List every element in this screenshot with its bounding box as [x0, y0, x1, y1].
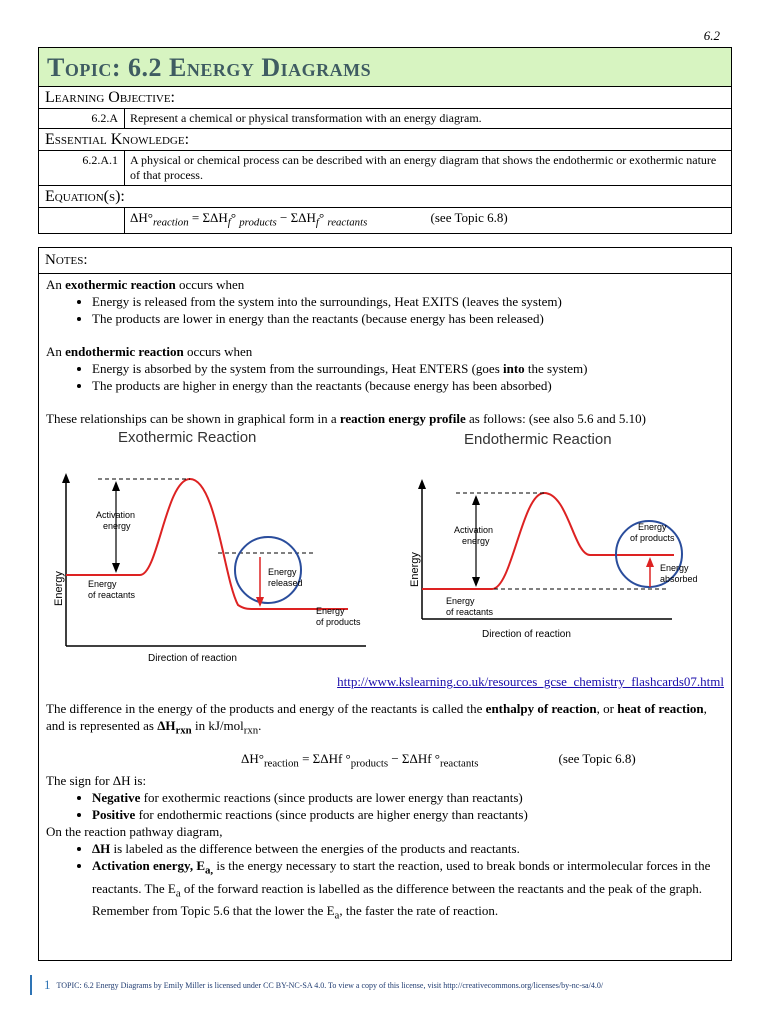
activation-label: energy	[103, 521, 131, 531]
notes-heading: Notes:	[39, 248, 731, 274]
y-axis-label: Energy	[409, 552, 421, 587]
endothermic-diagram	[404, 451, 734, 671]
list-item: • Negative for exothermic reactions (since products are lower energy than reactants)	[92, 789, 724, 806]
see-topic-ref: (see Topic 6.8)	[558, 750, 636, 766]
source-link[interactable]: http://www.kslearning.co.uk/resources_gcse_chemistry_flashcards07.html	[337, 674, 724, 689]
essential-knowledge-heading: Essential Knowledge:	[39, 129, 731, 151]
reactants-label: of reactants	[446, 607, 494, 617]
exo-list	[46, 293, 724, 327]
page-number-top: 6.2	[703, 28, 720, 43]
x-axis-label: Direction of reaction	[148, 653, 237, 664]
equation-row	[39, 208, 731, 233]
products-label: Energy	[638, 522, 667, 532]
products-label: Energy	[316, 606, 345, 616]
essential-knowledge-row	[39, 151, 731, 186]
learning-objective-row	[39, 109, 731, 129]
activation-label: energy	[462, 536, 490, 546]
graph-intro: These relationships can be shown in graphical form in a reaction energy profile as follows: (see also 5.6 and 5.10)	[46, 411, 646, 426]
list-item: • Energy is released from the system into the surroundings, Heat EXITS (leaves the system)	[92, 293, 724, 310]
equations-heading: Equation(s):	[39, 186, 731, 208]
released-label: Energy	[268, 567, 297, 577]
arrowhead	[646, 557, 654, 567]
endo-list	[46, 360, 724, 394]
endo-diagram-title: Endothermic Reaction	[464, 431, 612, 448]
sign-list	[46, 789, 724, 823]
lo-code: 6.2.A	[39, 109, 125, 128]
ek-text: A physical or chemical process can be described with an energy diagram that shows the endothermic or exothermic nature of that process.	[130, 153, 717, 182]
learning-objective-heading: Learning Objective:	[39, 87, 731, 109]
arrowhead	[112, 481, 120, 491]
list-item: • The products are higher in energy than the reactants (because energy has been absorbed)	[92, 377, 724, 394]
page-number: 1	[44, 977, 51, 992]
list-item: • Activation energy, $E_{a,}$ is the energy necessary to start the reaction, used to break bonds or intermolecular forces in the reactants. The $E_a$ of the forward reaction is labelled as the difference between the reactants and the peak of the graph. Remember from Topic 5.6 that the lower the $E_a$, the faster the rate of reaction.	[92, 857, 724, 925]
activation-label: Activation	[454, 525, 494, 535]
topic-title: Topic: 6.2 Energy Diagrams	[39, 48, 731, 87]
notes-box	[38, 247, 732, 961]
arrowhead	[472, 577, 480, 587]
endo-intro: An endothermic reaction occurs when	[46, 344, 253, 359]
y-axis-label: Energy	[53, 571, 65, 606]
activation-label: Activation	[96, 510, 136, 520]
y-axis-arrow	[418, 479, 426, 489]
exo-intro: An exothermic reaction occurs when	[46, 277, 245, 292]
list-item: • ΔH is labeled as the difference between the energies of the products and reactants.	[92, 840, 724, 857]
list-item: • Energy is absorbed by the system from the surroundings, Heat ENTERS (goes into the system)	[92, 360, 724, 377]
exo-diagram-title: Exothermic Reaction	[118, 429, 257, 446]
footer	[30, 975, 603, 995]
list-item: • Positive for endothermic reactions (since products are higher energy than reactants)	[92, 806, 724, 823]
list-item: • The products are lower in energy than the reactants (because energy has been released)	[92, 310, 724, 327]
footer-bar	[30, 975, 32, 995]
sign-intro: The sign for ΔH is:	[46, 773, 147, 789]
y-axis-arrow	[62, 473, 70, 483]
equation: $\Delta H^\circ_{reaction} = \Sigma\Delta H_f^\circ$ $_{products} - \Sigma\Delta H_f^\circ$ $_{reactants}$ (see Topic 6.8)	[130, 210, 508, 229]
lo-text: Represent a chemical or physical transformation with an energy diagram.	[130, 111, 482, 125]
exothermic-diagram	[48, 451, 378, 671]
arrowhead	[472, 495, 480, 505]
energy-diagrams	[46, 431, 724, 671]
arrowhead	[112, 563, 120, 573]
equation-repeat: $\Delta H^\circ_{reaction} = \Sigma\Delta Hf$ $^\circ_{products} - \Sigma\Delta Hf$ $^\circ_{reactants}$ (see Topic 6.8)	[241, 750, 636, 770]
absorbed-label: Energy	[660, 563, 689, 573]
enthalpy-definition: The difference in the energy of the products and energy of the reactants is called the enthalpy of reaction, or heat of reaction, and is represented as $\Delta H_{rxn}$ in kJ/mol$_{rxn}$.	[46, 701, 707, 737]
license-text: TOPIC: 6.2 Energy Diagrams by Emily Miller is licensed under CC BY-NC-SA 4.0. To view a copy of this license, visit http://creativecommons.org/licenses/by-nc-sa/4.0/	[56, 980, 604, 990]
released-label: released	[268, 578, 303, 588]
reactants-label: Energy	[88, 579, 117, 589]
pathway-intro: On the reaction pathway diagram,	[46, 824, 223, 840]
topic-box	[38, 47, 732, 234]
absorbed-label: absorbed	[660, 574, 698, 584]
products-label: of products	[316, 617, 361, 627]
reactants-label: of reactants	[88, 590, 136, 600]
pathway-list	[46, 840, 724, 925]
notes-body	[39, 274, 731, 927]
ek-code: 6.2.A.1	[39, 151, 125, 185]
reactants-label: Energy	[446, 596, 475, 606]
products-label: of products	[630, 533, 675, 543]
x-axis-label: Direction of reaction	[482, 629, 571, 640]
see-topic-ref: (see Topic 6.8)	[430, 210, 508, 225]
